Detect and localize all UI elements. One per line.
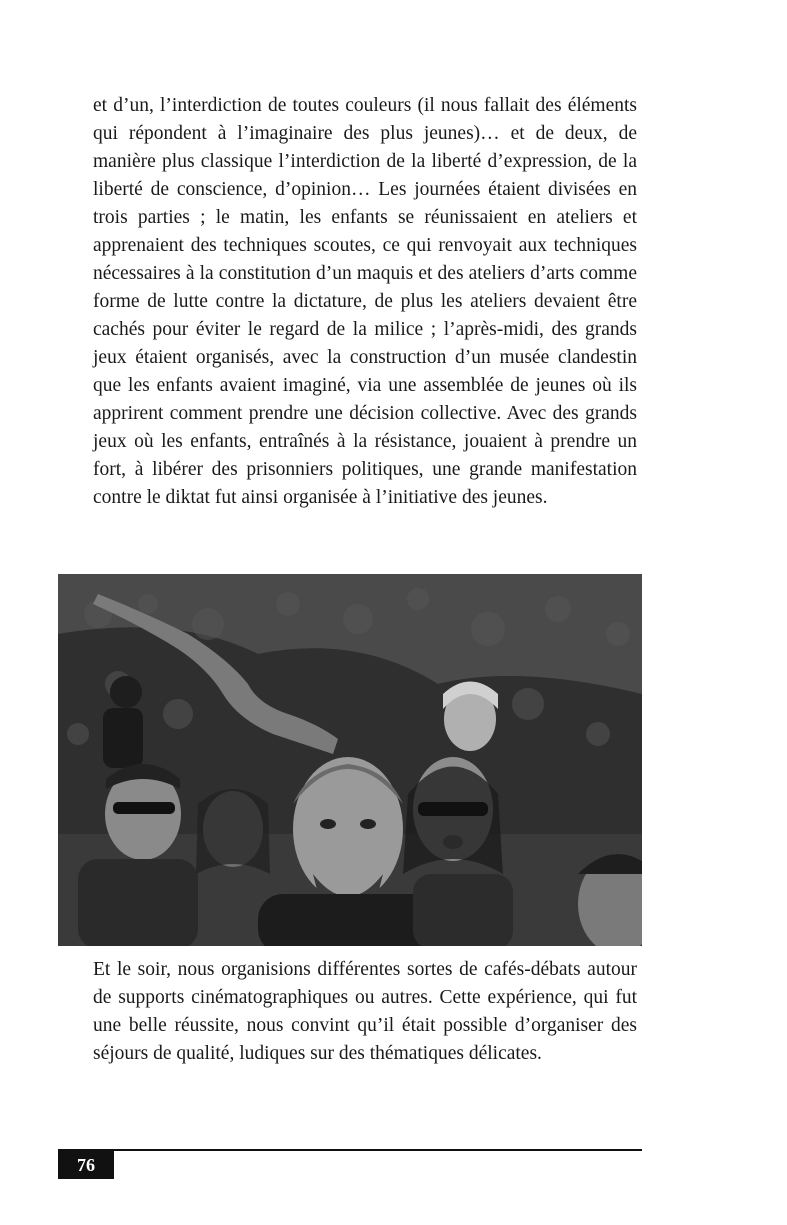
page-number: 76 (58, 1151, 114, 1179)
paragraph-text: Et le soir, nous organisions différentes sortes de cafés-débats autour de supports cinématographiques ou autres. Cette expérience, qui fut une belle réussite, nous convint qu’il était possible d’organiser des séjours de qualité, ludiques sur des thématiques délicates. (93, 959, 637, 1064)
body-paragraph-bottom (93, 956, 637, 1068)
body-paragraph-top (93, 92, 637, 512)
footer-rule (58, 1149, 642, 1151)
paragraph-text: et d’un, l’interdiction de toutes couleurs (il nous fallait des éléments qui répondent à l’imaginaire des plus jeunes)… et de deux, de manière plus classique l’interdiction de la liberté d’expression, de la liberté de conscience, d’opinion… Les journées étaient divisées en trois parties ; le matin, les enfants se réunissaient en ateliers et apprenaient des techniques scoutes, ce qui renvoyait aux techniques nécessaires à la constitution d’un maquis et des ateliers d’arts comme forme de lutte contre la dictature, de plus les ateliers devaient être cachés pour éviter le regard de la milice ; l’après-midi, des grands jeux étaient organisés, avec la construction d’un musée clandestin que les enfants avaient imaginé, via une assemblée de jeunes où ils apprirent comment prendre une décision collective. Avec des grands jeux où les enfants, entraînés à la résistance, jouaient à prendre un fort, à libérer des prisonniers politiques, une grande manifestation contre le diktat fut ainsi organisée à l’initiative des jeunes. (93, 95, 637, 508)
group-selfie-photo (58, 574, 642, 946)
